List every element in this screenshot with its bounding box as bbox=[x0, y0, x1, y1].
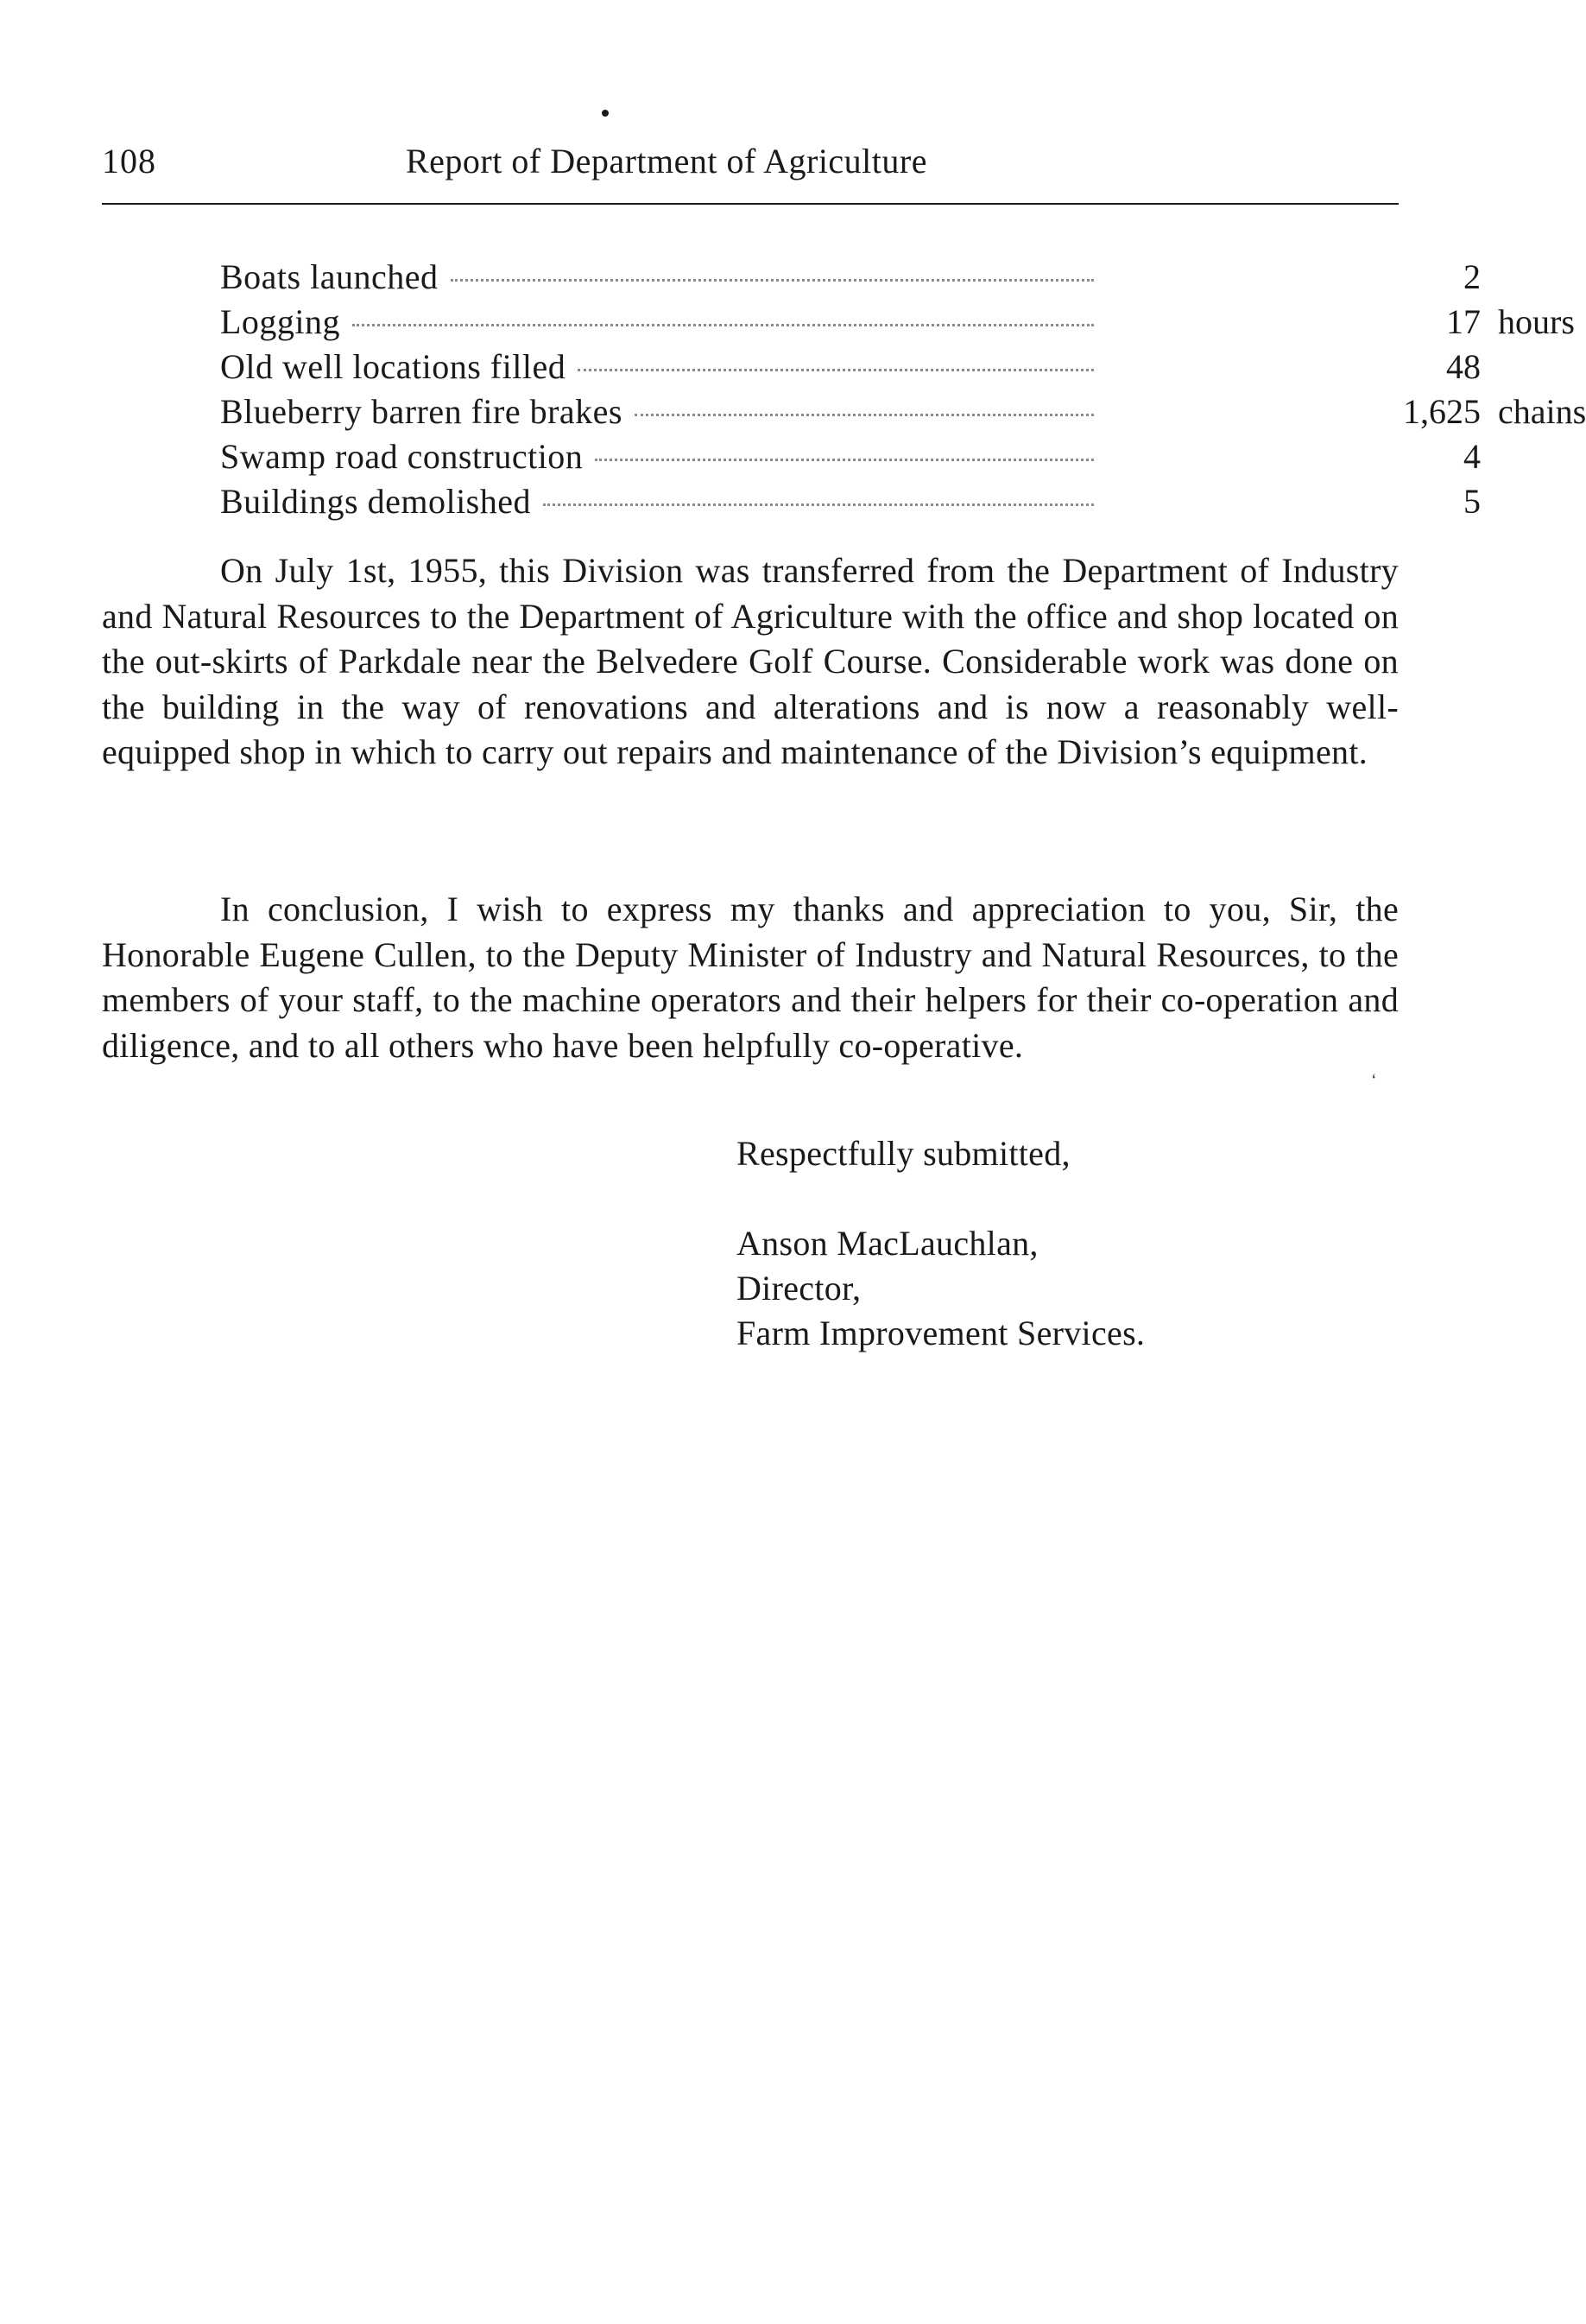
page-number: 108 bbox=[102, 142, 156, 180]
stat-row-old-well-locations bbox=[220, 345, 1481, 389]
dot-leader bbox=[595, 459, 1094, 461]
stat-label: Blueberry barren fire brakes bbox=[220, 392, 622, 431]
stat-value: 48 bbox=[1446, 347, 1481, 386]
stat-label: Swamp road construction bbox=[220, 437, 584, 476]
margin-tick-mark: ‘ bbox=[1371, 1071, 1377, 1090]
statistics-list bbox=[220, 255, 1586, 524]
stat-label: Logging bbox=[220, 302, 341, 341]
stat-value: 17 bbox=[1446, 302, 1481, 341]
closing-line: Respectfully submitted, bbox=[736, 1134, 1071, 1173]
dot-leader bbox=[635, 414, 1094, 416]
stat-row-logging bbox=[220, 300, 1575, 345]
signer-title: Director, bbox=[736, 1269, 862, 1308]
header-rule bbox=[102, 203, 1399, 205]
top-dot-mark bbox=[602, 110, 609, 117]
stat-value: 5 bbox=[1463, 482, 1481, 521]
stat-unit: hours bbox=[1498, 302, 1575, 341]
stat-row-swamp-road bbox=[220, 434, 1481, 479]
stat-row-boats-launched bbox=[220, 255, 1481, 300]
stat-label: Boats launched bbox=[220, 257, 439, 296]
stat-unit: chains bbox=[1498, 392, 1586, 431]
paragraph-conclusion: In conclusion, I wish to express my thanks and appreciation to you, Sir, the Honorable Eugene Cullen, to the Deputy Minister of Industry and Natural Resources, to the members of your staff, to the machine operators and their helpers for their co-operation and diligence, and to all others who have been helpfully co-operative. bbox=[102, 890, 1399, 1065]
signer-name: Anson MacLauchlan, bbox=[736, 1224, 1039, 1263]
dot-leader bbox=[451, 279, 1095, 282]
signer-organization: Farm Improvement Services. bbox=[736, 1314, 1146, 1352]
stat-value: 1,625 bbox=[1403, 392, 1481, 431]
dot-leader bbox=[578, 369, 1094, 371]
stat-label: Old well locations filled bbox=[220, 347, 566, 386]
stat-row-buildings-demolished bbox=[220, 479, 1481, 524]
running-title: Report of Department of Agriculture bbox=[406, 142, 927, 180]
stat-row-fire-brakes bbox=[220, 389, 1586, 434]
dot-leader bbox=[352, 324, 1094, 326]
stat-value: 4 bbox=[1463, 437, 1481, 476]
stat-value: 2 bbox=[1463, 257, 1481, 296]
dot-leader bbox=[543, 503, 1094, 506]
stat-label: Buildings demolished bbox=[220, 482, 531, 521]
paragraph-division-transfer: On July 1st, 1955, this Division was transferred from the Department of Industry and Natural Resources to the Department of Agriculture with the office and shop located on the out-skirts of Parkdale near the Belvedere Golf Course. Considerable work was done on the building in the way of renovations and alterations and is now a reasonably well-equipped shop in which to carry out repairs and maintenance of the Division’s equipment. bbox=[102, 551, 1399, 771]
